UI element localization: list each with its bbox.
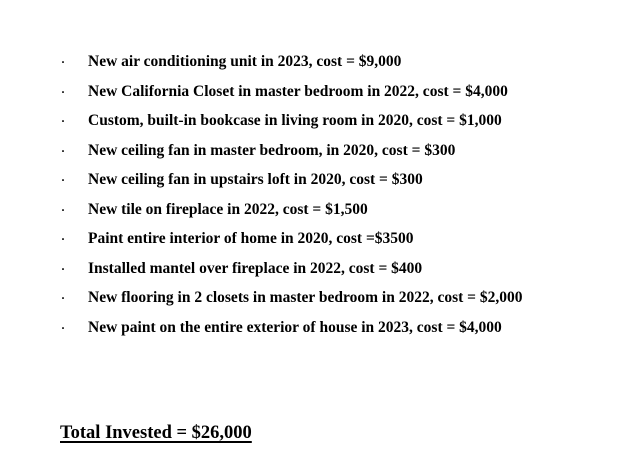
bullet: · [61,114,66,128]
list-item-text: Paint entire interior of home in 2020, cost =$3500 [88,230,414,247]
list-item-text: New paint on the entire exterior of house in 2023, cost = $4,000 [88,318,502,336]
list-item [0,170,640,200]
list-item-text: New California Closet in master bedroom in 2022, cost = $4,000 [88,82,508,100]
list-item-text: New flooring in 2 closets in master bedroom in 2022, cost = $2,000 [88,289,523,306]
bullet: · [61,261,66,276]
list-item-text: Installed mantel over fireplace in 2022, cost = $400 [88,259,423,277]
list-item [0,52,640,82]
list-item [0,141,640,171]
list-item [0,111,640,141]
list-item [0,200,640,230]
list-item-text: New ceiling fan in upstairs loft in 2020, cost = $300 [88,171,423,188]
list-item-text: New ceiling fan in master bedroom, in 2020, cost = $300 [88,141,456,159]
bullet: · [61,143,66,158]
bullet: · [61,320,66,335]
list-item [0,229,640,259]
bullet: · [61,173,66,187]
list-item [0,259,640,289]
list-item-text: Custom, built-in bookcase in living room in 2020, cost = $1,000 [88,112,502,129]
bullet: · [61,84,66,99]
list-item [0,318,640,348]
list-item [0,82,640,112]
list-item-text: New tile on fireplace in 2022, cost = $1,500 [88,200,368,218]
bullet: · [61,291,66,305]
improvements-list [0,52,640,347]
list-item-text: New air conditioning unit in 2023, cost = $9,000 [88,53,402,70]
bullet: · [61,232,66,246]
bullet: · [61,55,66,69]
total-invested: Total Invested = $26,000 [60,423,252,443]
list-item [0,288,640,318]
bullet: · [61,202,66,217]
